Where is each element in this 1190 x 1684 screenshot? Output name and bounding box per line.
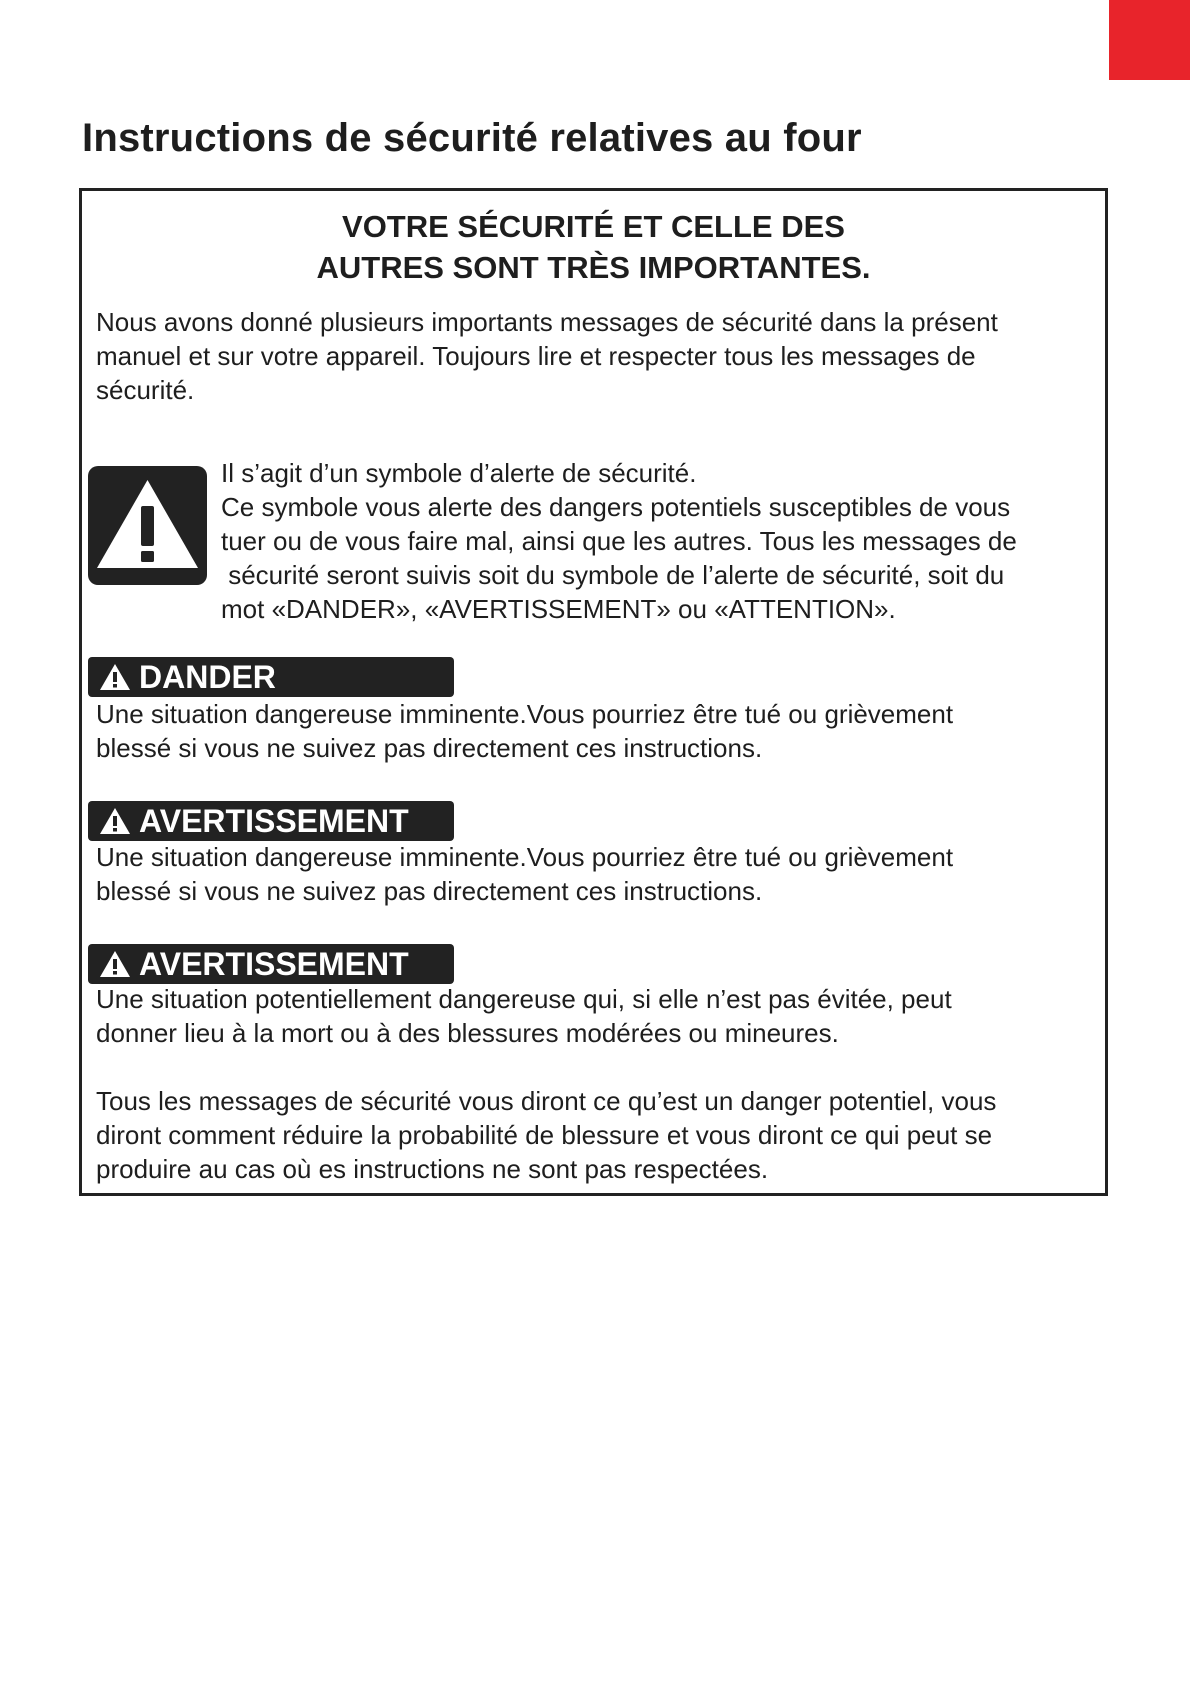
signal-line: donner lieu à la mort ou à des blessures modérées ou mineures. xyxy=(96,1018,839,1048)
warning-signal-label xyxy=(88,801,454,841)
closing-line: produire au cas où es instructions ne sont pas respectées. xyxy=(96,1154,769,1184)
warning-description xyxy=(96,840,953,908)
signal-word: AVERTISSEMENT xyxy=(139,803,409,839)
signal-line: Une situation dangereuse imminente.Vous pourriez être tué ou grièvement xyxy=(96,842,954,872)
box-heading xyxy=(82,206,1105,288)
symbol-line: tuer ou de vous faire mal, ainsi que les autres. Tous les messages de xyxy=(221,526,1017,556)
safety-alert-symbol-icon xyxy=(88,466,207,585)
page-corner-tab xyxy=(1109,0,1190,80)
intro-line: manuel et sur votre appareil. Toujours lire et respecter tous les messages de xyxy=(96,341,976,371)
symbol-line: Il s’agit d’un symbole d’alerte de sécurité. xyxy=(221,458,697,488)
warning-description xyxy=(96,982,952,1050)
signal-word: AVERTISSEMENT xyxy=(139,946,409,982)
danger-description xyxy=(96,697,953,765)
signal-line: blessé si vous ne suivez pas directement ces instructions. xyxy=(96,876,763,906)
signal-line: blessé si vous ne suivez pas directement ces instructions. xyxy=(96,733,763,763)
symbol-line: mot «DANDER», «AVERTISSEMENT» ou «ATTENTION». xyxy=(221,594,896,624)
signal-line: Une situation potentiellement dangereuse qui, si elle n’est pas évitée, peut xyxy=(96,984,952,1014)
box-heading-line: AUTRES SONT TRÈS IMPORTANTES. xyxy=(316,250,871,285)
warning-signal-label xyxy=(88,944,454,984)
danger-signal-label xyxy=(88,657,454,697)
closing-paragraph xyxy=(96,1084,996,1186)
closing-line: Tous les messages de sécurité vous diront ce qu’est un danger potentiel, vous xyxy=(96,1086,997,1116)
box-heading-line: VOTRE SÉCURITÉ ET CELLE DES xyxy=(342,209,845,244)
closing-line: diront comment réduire la probabilité de blessure et vous diront ce qui peut se xyxy=(96,1120,993,1150)
warning-triangle-icon xyxy=(98,806,132,836)
signal-line: Une situation dangereuse imminente.Vous pourriez être tué ou grièvement xyxy=(96,699,954,729)
symbol-line: sécurité seront suivis soit du symbole de l’alerte de sécurité, soit du xyxy=(221,560,1005,590)
warning-triangle-icon xyxy=(98,662,132,692)
intro-line: sécurité. xyxy=(96,375,195,405)
intro-paragraph xyxy=(96,305,998,407)
warning-triangle-icon xyxy=(98,949,132,979)
safety-notice-box xyxy=(79,188,1108,1196)
page-title: Instructions de sécurité relatives au four xyxy=(82,116,862,160)
symbol-line: Ce symbole vous alerte des dangers potentiels susceptibles de vous xyxy=(221,492,1011,522)
signal-word: DANDER xyxy=(139,659,276,695)
symbol-explanation xyxy=(221,456,1017,626)
intro-line: Nous avons donné plusieurs importants messages de sécurité dans la présent xyxy=(96,307,998,337)
